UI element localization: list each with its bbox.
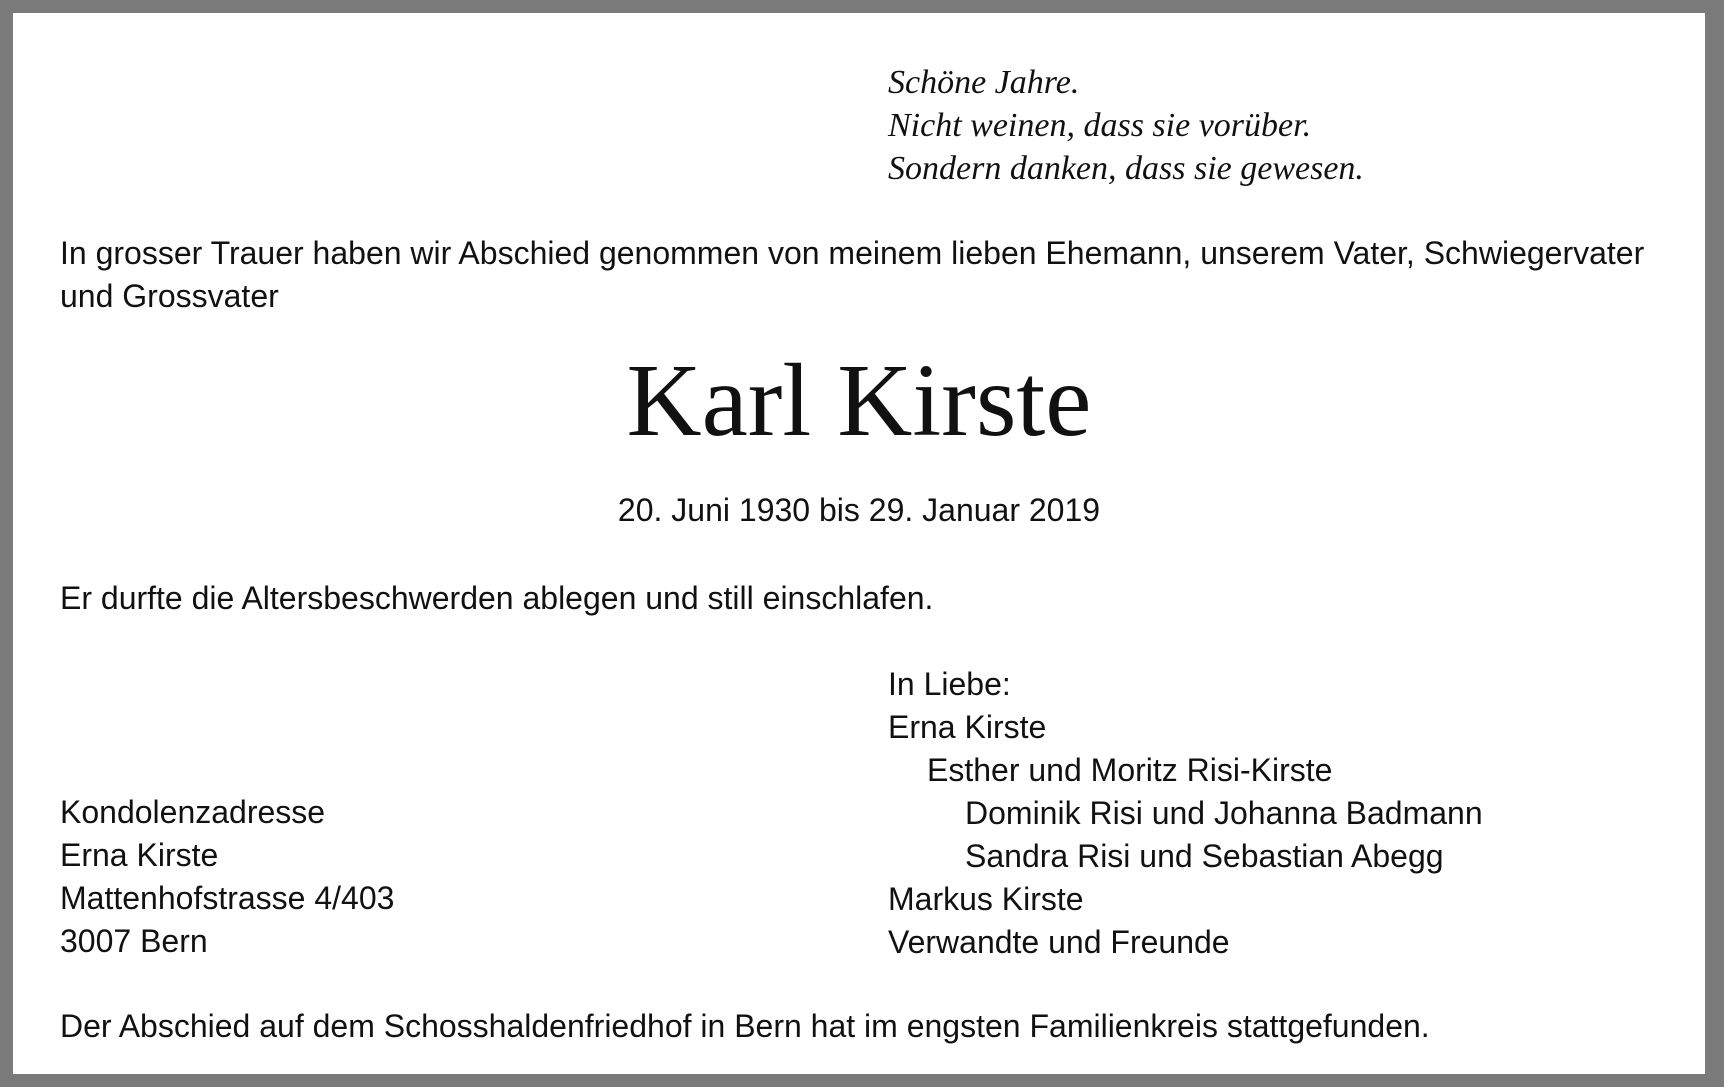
- statement-text: Er durfte die Altersbeschwerden ablegen und still einschlafen.: [60, 580, 934, 616]
- mourner-line: Sandra Risi und Sebastian Abegg: [965, 838, 1444, 874]
- mourners-list: [888, 663, 1483, 964]
- intro-paragraph: [60, 232, 1644, 318]
- poem-line: Schöne Jahre.: [888, 64, 1080, 101]
- mourner-line: Erna Kirste: [888, 709, 1047, 745]
- poem-line: Nicht weinen, dass sie vorüber.: [888, 107, 1312, 144]
- poem-quote: [888, 61, 1364, 190]
- address-street: Mattenhofstrasse 4/403: [60, 880, 395, 916]
- address-heading: Kondolenzadresse: [60, 794, 326, 830]
- mourner-line: Markus Kirste: [888, 881, 1084, 917]
- poem-line: Sondern danken, dass sie gewesen.: [888, 150, 1364, 187]
- life-dates: 20. Juni 1930 bis 29. Januar 2019: [617, 492, 1101, 528]
- address-name: Erna Kirste: [60, 837, 219, 873]
- intro-line: In grosser Trauer haben wir Abschied genommen von meinem lieben Ehemann, unserem Vater, Schwiegervater: [60, 235, 1645, 271]
- intro-line: und Grossvater: [60, 278, 279, 314]
- address-city: 3007 Bern: [60, 923, 208, 959]
- deceased-name: Karl Kirste: [626, 343, 1092, 458]
- condolence-address: [60, 791, 394, 963]
- mourners-heading: In Liebe:: [888, 666, 1011, 702]
- mourner-line: Esther und Moritz Risi-Kirste: [927, 752, 1333, 788]
- closing-statement: Der Abschied auf dem Schosshaldenfriedhof in Bern hat im engsten Familienkreis stattgefunden.: [60, 1008, 1430, 1044]
- mourner-line: Dominik Risi und Johanna Badmann: [965, 795, 1483, 831]
- obituary-notice: [13, 13, 1705, 1074]
- mourner-line: Verwandte und Freunde: [888, 924, 1230, 960]
